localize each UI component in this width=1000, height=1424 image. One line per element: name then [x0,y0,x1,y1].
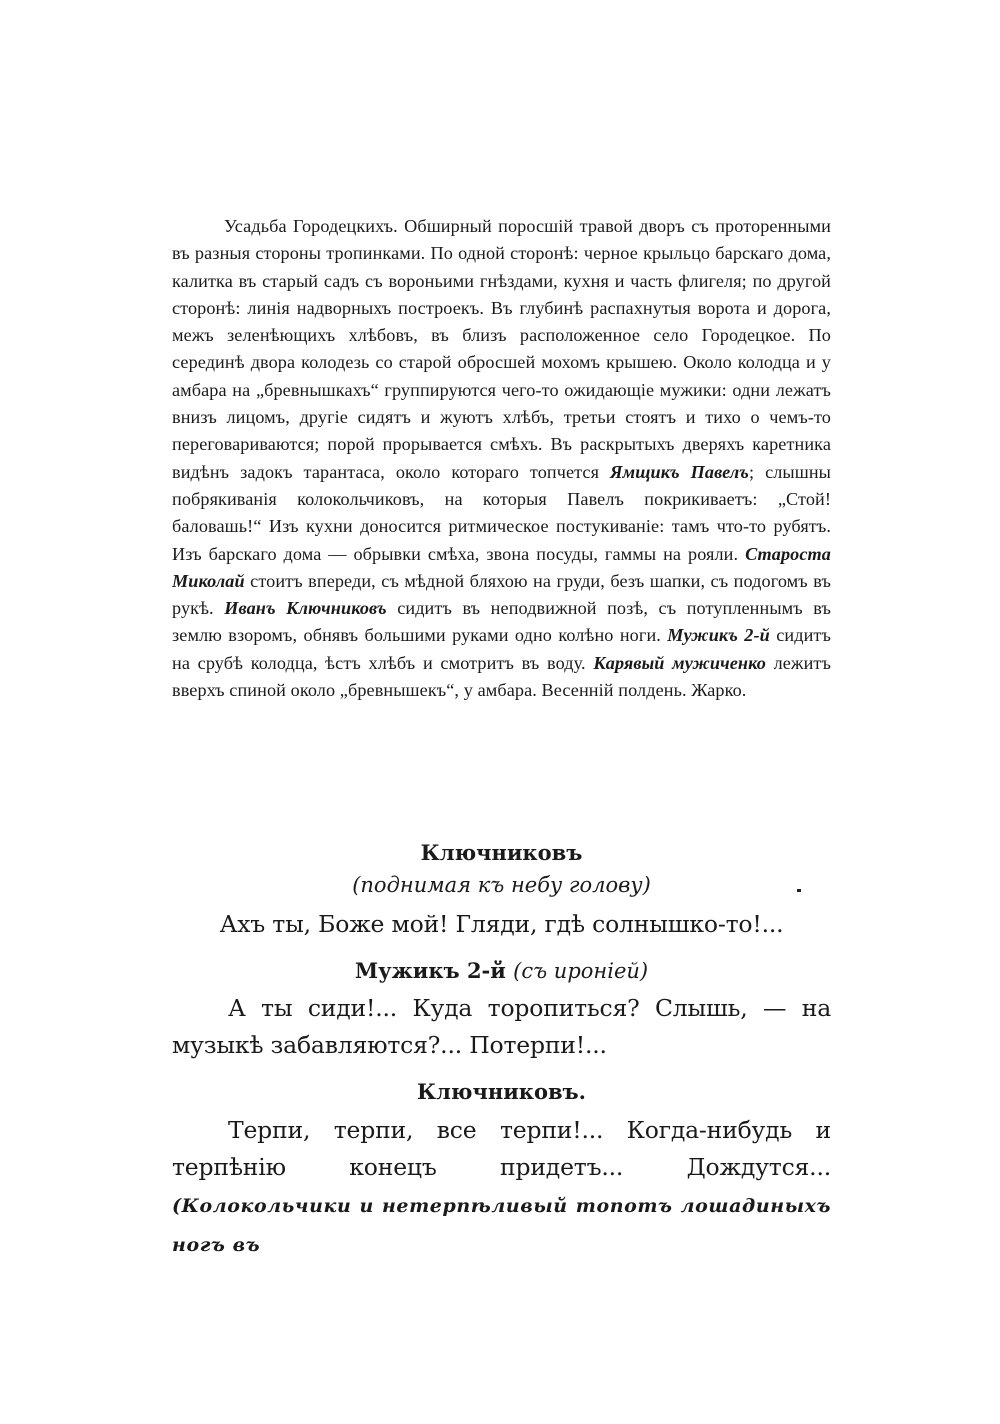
speech-paragraph: А ты сиди!... Куда торопиться? Слышь, — на музыкѣ забавляются?... Потерпи!... [172,994,831,1059]
speaker-name: Ключниковъ. [417,1079,586,1104]
speaker-line [172,957,831,985]
speech-line: Ахъ ты, Боже мой! Гляди, гдѣ солнышко-то!... [219,910,784,938]
stage-text: ; слышны побрякиванія колокольчиковъ, на которыя Павелъ покрикиваетъ: „Стой! баловашь!“ Изъ кухни доносится ритмическое постукиваніе: тамъ что-то рубятъ. Изъ барскаго дома — обрывки смѣха, звона посуды, гаммы на рояли. [172,461,831,564]
speech-text: Терпи, терпи, все терпи!... Когда-нибудь и терпѣнію конецъ придетъ... Дождутся... [172,1116,831,1181]
character-name-muzhik-2: Мужикъ 2-й [667,625,770,646]
stage-text: Усадьба Городецкихъ. Обширный поросшій травой дворъ съ протоpенными въ разныя стороны тропинками. По одной сторонѣ: черное крыльцо барскаго дома, калитка въ старый садъ съ вороньими гнѣздами, кухня и часть флигеля; по другой сторонѣ: линія надворныхъ построекъ. Въ глубинѣ распахнутыя ворота и дорога, межъ зеленѣющихъ хлѣбовъ, въ близъ расположенное село Городецкое. По серединѣ двора колодезь со старой обросшей мохомъ крышею. Около колодца и у амбара на „бревнышкахъ“ группируются чего-то ожидающіе мужики: одни лежатъ внизъ лицомъ, другіе сидятъ и жуютъ хлѣбъ, третьи стоятъ и тихо о чемъ-то переговариваются; порой прорывается смѣхъ. Въ раскрытыхъ дверяхъ каретника видѣнъ задокъ тарантаса, около котораго топчется [172,216,831,482]
stage-remark: (съ ироніей) [513,959,649,983]
stage-text: сидитъ въ неподвижной позѣ, съ потупленнымъ въ землю взоромъ, обнявъ большими руками одно колѣно ноги. [172,598,832,646]
speaker-name: Ключниковъ [420,840,583,865]
stage-remark: (Колокольчики и нетерпѣливый топотъ лошадиныхъ ногъ въ [172,1195,831,1256]
stage-text: стоитъ впереди, съ мѣдной бляхою на груди, безъ шапки, съ подогомъ въ рукѣ. [172,570,831,619]
speech-paragraph [172,1112,831,1264]
stage-text: сидитъ на срубѣ колодца, ѣстъ хлѣбъ и смотритъ въ воду. [172,625,831,673]
character-name-karyavy: Карявый мужиченко [593,652,766,673]
ink-speck [797,889,801,892]
speaker-name: Мужикъ 2-й [354,958,506,983]
character-name-yamshchik: Ямщикъ Павелъ [610,461,749,482]
stage-text: лежитъ вверхъ спиной около „бревнышекъ“, у амбара. Весенній полдень. Жарко. [172,652,831,701]
character-name-starosta: Староста Миколай [172,543,831,591]
stage-direction-paragraph [172,213,831,704]
character-name-klyuchnikov: Иванъ Ключниковъ [224,598,387,619]
stage-remark: (поднимая къ небу голову) [352,873,651,897]
